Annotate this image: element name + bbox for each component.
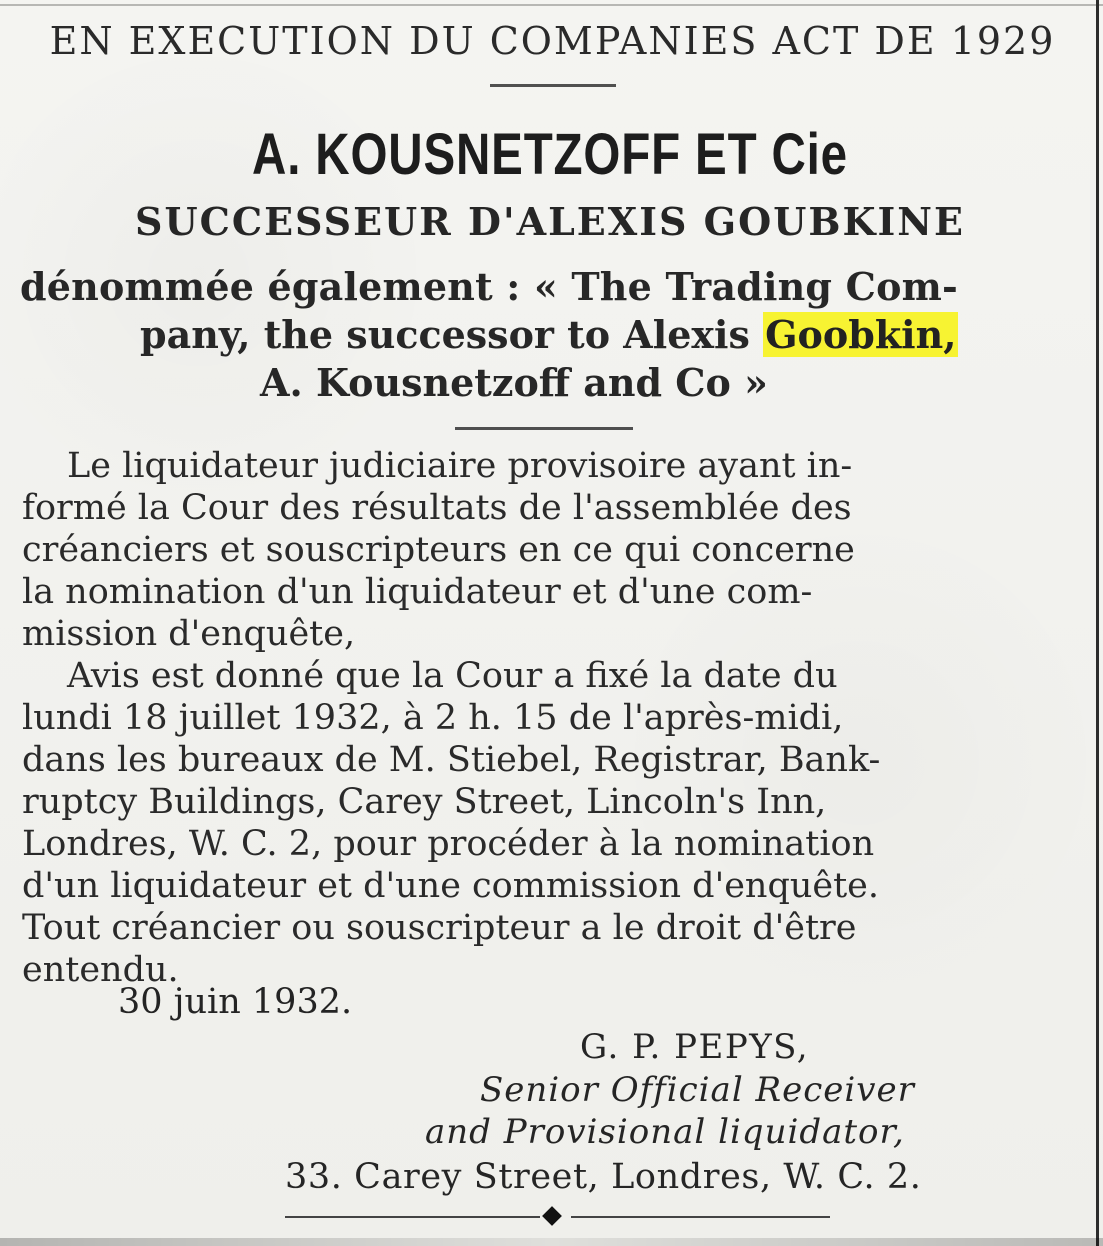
successor-line: SUCCESSEUR D'ALEXIS GOUBKINE (135, 199, 965, 244)
diamond-icon (542, 1206, 562, 1226)
notice-date: 30 juin 1932. (118, 982, 353, 1022)
also-named-block (20, 263, 1075, 407)
body-paragraph-1-line-1: Le liquidateur judiciaire provisoire ayant in- (67, 446, 853, 486)
section-divider (455, 427, 633, 430)
body-paragraph-2-line-3: dans les bureaux de M. Stiebel, Registrar, Bank- (22, 740, 881, 780)
signature-block (285, 1025, 1075, 1201)
body-paragraph-1-line-3: créanciers et souscripteurs en ce qui concerne (22, 530, 855, 570)
also-named-line-3: A. Kousnetzoff and Co » (260, 360, 768, 405)
notice-body (22, 445, 1080, 991)
body-paragraph-2-line-5: Londres, W. C. 2, pour procéder à la nomination (22, 824, 875, 864)
company-name: A. KOUSNETZOFF ET Cie (252, 122, 848, 187)
ornament-right-rule (571, 1216, 830, 1218)
header-divider (490, 84, 616, 87)
bottom-ornament (285, 1208, 830, 1228)
body-paragraph-2-line-8: entendu. (22, 950, 179, 990)
highlighted-search-term: Goobkin, (765, 312, 957, 357)
body-paragraph-2-line-2: lundi 18 juillet 1932, à 2 h. 15 de l'après-midi, (22, 698, 844, 738)
signatory-title-1: Senior Official Receiver (480, 1070, 915, 1110)
body-paragraph-1-line-4: la nomination d'un liquidateur et d'une com- (22, 572, 813, 612)
also-named-line-2-text: pany, the successor to Alexis (140, 312, 764, 357)
top-rule (0, 4, 1103, 6)
body-paragraph-2-line-6: d'un liquidateur et d'une commission d'enquête. (22, 866, 880, 906)
right-border-rule (1096, 0, 1099, 1246)
body-paragraph-1-line-2: formé la Cour des résultats de l'assemblée des (22, 488, 852, 528)
signatory-name: G. P. PEPYS, (580, 1027, 810, 1067)
notice-header: EN EXECUTION DU COMPANIES ACT DE 1929 (49, 19, 1056, 63)
bottom-edge (0, 1238, 1103, 1246)
signatory-title-2: and Provisional liquidator, (425, 1112, 905, 1152)
signatory-address: 33. Carey Street, Londres, W. C. 2. (285, 1157, 922, 1197)
body-paragraph-2-line-4: ruptcy Buildings, Carey Street, Lincoln's Inn, (22, 782, 827, 822)
body-paragraph-1-line-5: mission d'enquête, (22, 614, 356, 654)
ornament-left-rule (285, 1216, 540, 1218)
also-named-line-2 (20, 311, 1075, 359)
body-paragraph-2-line-1: Avis est donné que la Cour a fixé la date du (67, 656, 838, 696)
body-paragraph-2-line-7: Tout créancier ou souscripteur a le droit d'être (22, 908, 857, 948)
also-named-line-1: dénommée également : « The Trading Com- (20, 264, 959, 309)
